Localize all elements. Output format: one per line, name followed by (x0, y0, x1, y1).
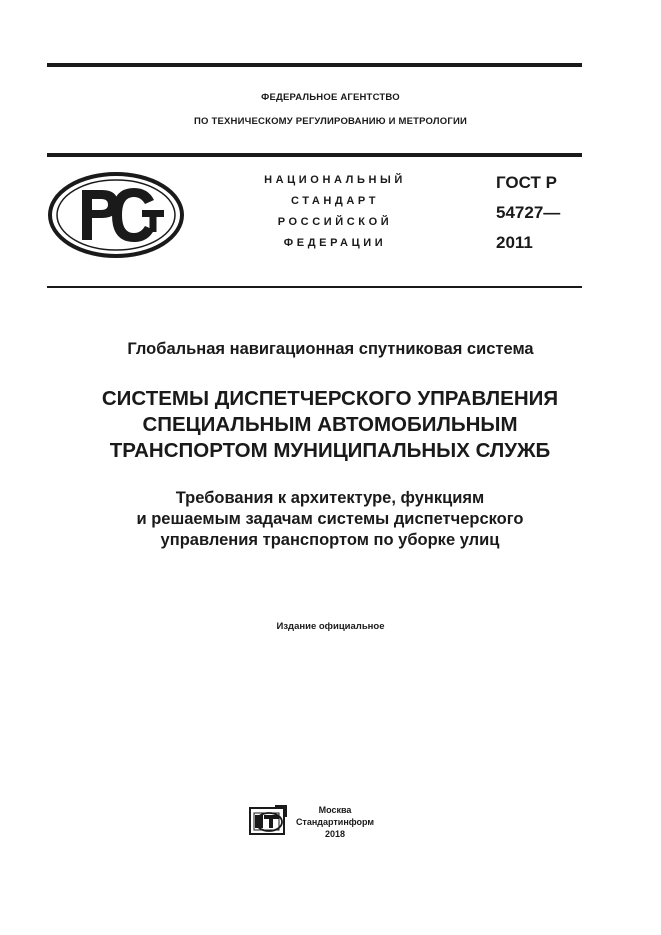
standard-type-line: ФЕДЕРАЦИИ (283, 237, 387, 249)
standard-code-line: 2011 (496, 233, 533, 252)
section-rule (47, 286, 582, 288)
subtitle-line: и решаемым задачам системы диспетчерского (136, 510, 524, 528)
document-title (30, 386, 630, 464)
standartinform-logo-icon (249, 805, 287, 836)
publisher-imprint (290, 804, 380, 840)
publication-year: 2018 (324, 829, 346, 839)
document-subject: Глобальная навигационная спутниковая система (127, 340, 534, 358)
standard-type (240, 170, 430, 254)
agency-name-line-1: ФЕДЕРАЛЬНОЕ АГЕНТСТВО (261, 92, 400, 103)
standard-code (496, 168, 586, 258)
top-rule (47, 63, 582, 67)
title-line: ТРАНСПОРТОМ МУНИЦИПАЛЬНЫХ СЛУЖБ (109, 439, 551, 462)
rst-certification-logo-icon (46, 170, 186, 260)
document-subtitle (30, 488, 630, 551)
publisher-name: Стандартинформ (295, 817, 375, 827)
agency-name-line-2: ПО ТЕХНИЧЕСКОМУ РЕГУЛИРОВАНИЮ И МЕТРОЛОГИИ (194, 116, 467, 127)
subtitle-line: Требования к архитектуре, функциям (175, 489, 485, 507)
standard-code-line: 54727— (496, 203, 561, 222)
header-rule (47, 153, 582, 157)
subtitle-line: управления транспортом по уборке улиц (160, 531, 500, 549)
standard-type-line: РОССИЙСКОЙ (277, 216, 393, 228)
title-line: СПЕЦИАЛЬНЫМ АВТОМОБИЛЬНЫМ (142, 413, 518, 436)
standard-code-line: ГОСТ Р (496, 173, 557, 192)
edition-note: Издание официальное (276, 621, 385, 632)
publisher-city: Москва (318, 805, 352, 815)
standard-type-line: НАЦИОНАЛЬНЫЙ (264, 174, 406, 186)
title-line: СИСТЕМЫ ДИСПЕТЧЕРСКОГО УПРАВЛЕНИЯ (101, 387, 559, 410)
standard-type-line: СТАНДАРТ (290, 195, 380, 207)
